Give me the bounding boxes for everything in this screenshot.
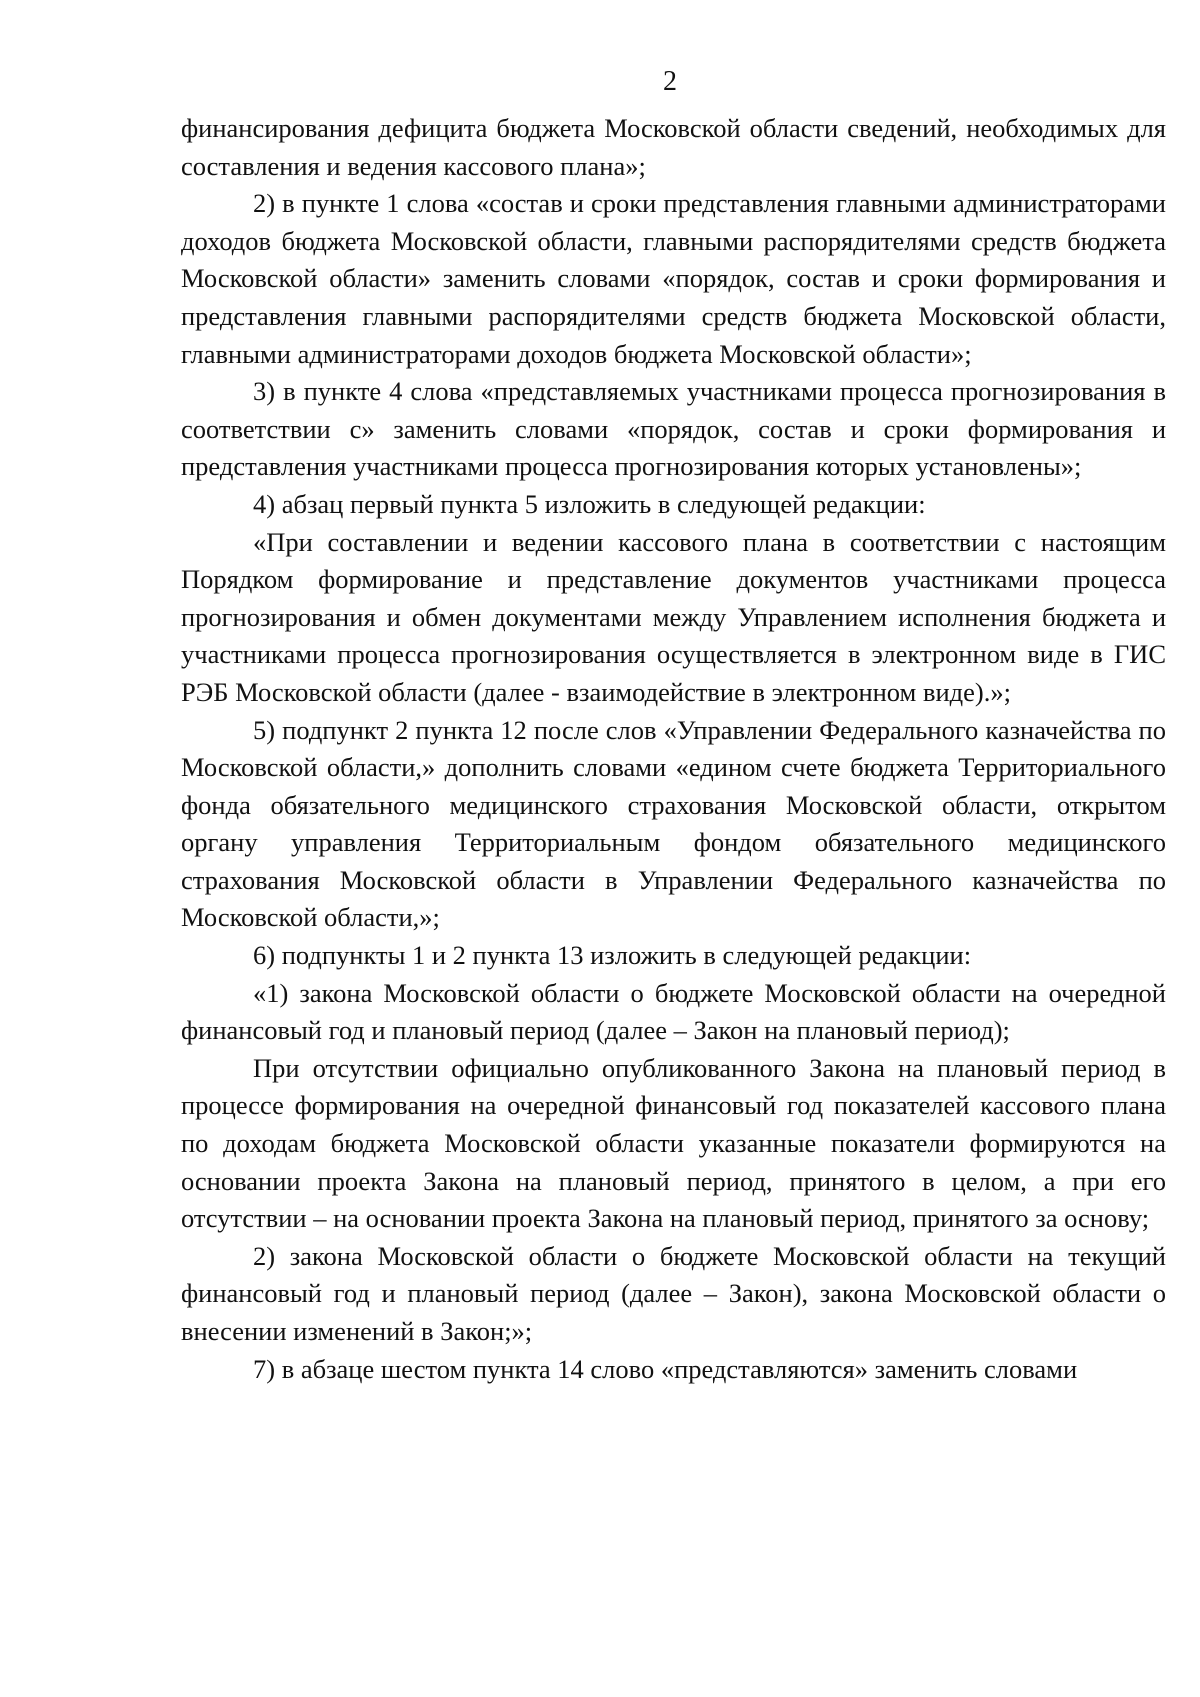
paragraph-item-6-sub-1: «1) закона Московской области о бюджете Московской области на очередной финансовый год и плановый период (далее – Закон на плановый период);	[181, 977, 1166, 1046]
paragraph-item-4-quote: «При составлении и ведении кассового плана в соответствии с настоящим Порядком формирование и представление документов участниками процесса прогнозирования и обмен документами между Управлением исполнения бюджета и участниками процесса прогнозирования осуществляется в электронном виде в ГИС РЭБ Московской области (далее - взаимодействие в электронном виде).»;	[181, 526, 1166, 707]
paragraph-item-5: 5) подпункт 2 пункта 12 после слов «Управлении Федерального казначейства по Московской области,» дополнить словами «едином счете бюджета Территориального фонда обязательного медицинского страхования Московской области, открытом органу управления Территориальным фондом обязательного медицинского страхования Московской области в Управлении Федерального казначейства по Московской области,»;	[181, 714, 1166, 933]
paragraph-item-6-sub-1-note: При отсутствии официально опубликованного Закона на плановый период в процессе формирования на очередной финансовый год показателей кассового плана по доходам бюджета Московской области указанные показатели формируются на основании проекта Закона на плановый период, принятого в целом, а при его отсутствии – на основании проекта Закона на плановый период, принятого за основу;	[181, 1052, 1166, 1234]
document-body	[181, 110, 1166, 1388]
paragraph-item-6-sub-2: 2) закона Московской области о бюджете Московской области на текущий финансовый год и плановый период (далее – Закон), закона Московской области о внесении изменений в Закон;»;	[181, 1240, 1166, 1346]
paragraph-item-7: 7) в абзаце шестом пункта 14 слово «представляются» заменить словами	[253, 1353, 1078, 1384]
paragraph-item-4: 4) абзац первый пункта 5 изложить в следующей редакции:	[253, 488, 926, 519]
page-number: 2	[663, 66, 677, 97]
paragraph-continuation: финансирования дефицита бюджета Московской области сведений, необходимых для составления и ведения кассового плана»;	[181, 113, 1166, 181]
paragraph-item-3: 3) в пункте 4 слова «представляемых участниками процесса прогнозирования в соответствии с» заменить словами «порядок, состав и сроки формирования и представления участниками процесса прогнозирования которых установлены»;	[181, 376, 1166, 482]
paragraph-item-6: 6) подпункты 1 и 2 пункта 13 изложить в следующей редакции:	[253, 940, 972, 971]
paragraph-item-2: 2) в пункте 1 слова «состав и сроки представления главными администраторами доходов бюджета Московской области, главными распорядителями средств бюджета Московской области» заменить словами «порядок, состав и сроки формирования и представления главными распорядителями средств бюджета Московской области, главными администраторами доходов бюджета Московской области»;	[181, 188, 1166, 369]
